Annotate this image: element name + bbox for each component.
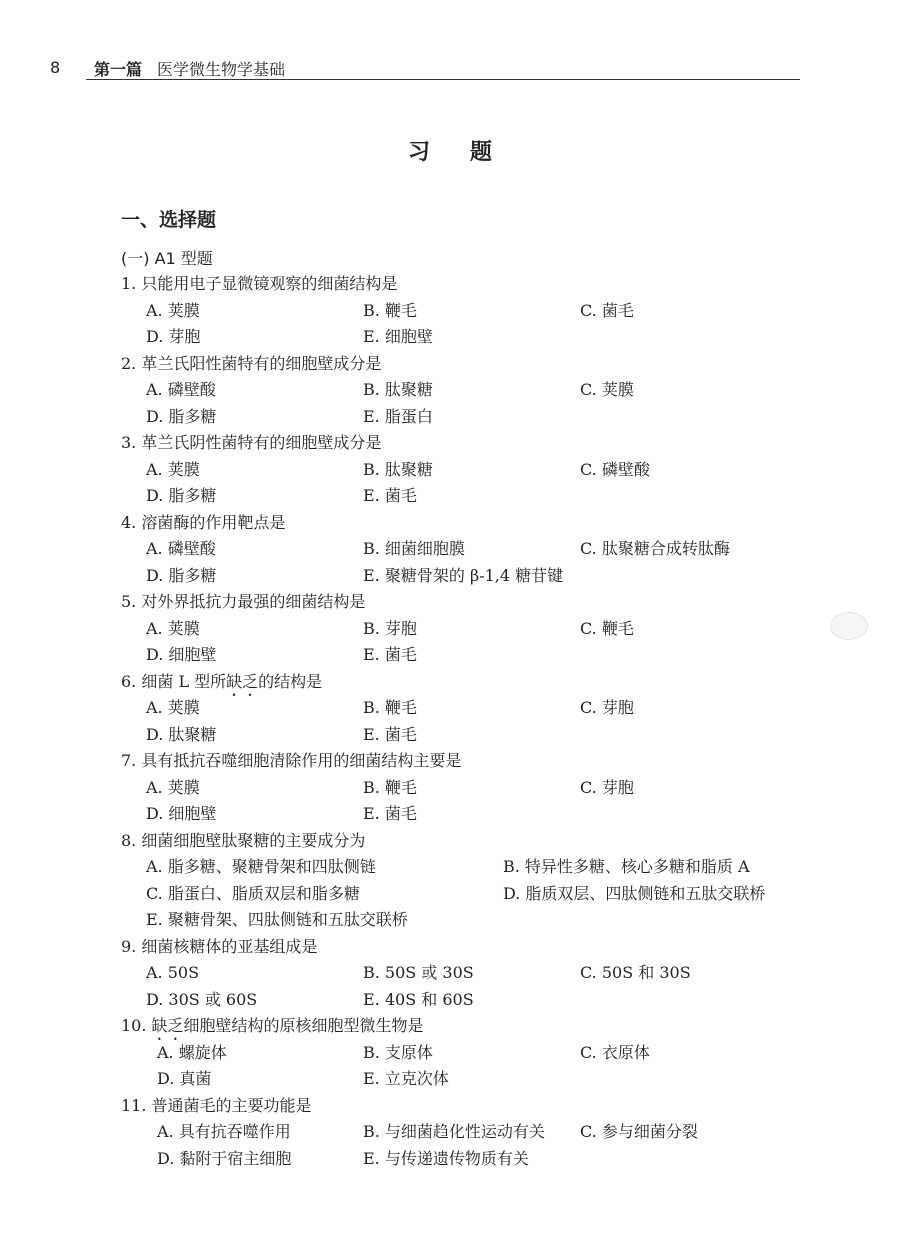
option-item: C. 鞭毛 — [580, 618, 634, 638]
subsection-heading: (一) A1 型题 — [121, 249, 213, 268]
option-item: C. 肽聚糖合成转肽酶 — [580, 539, 730, 558]
options-row — [121, 801, 821, 828]
options-row — [121, 404, 821, 431]
header-rule — [86, 79, 800, 80]
options-row — [121, 1146, 821, 1173]
question-item — [121, 589, 821, 669]
options-row — [121, 642, 821, 669]
option-item: E. 40S 和 60S — [363, 989, 474, 1009]
option-item: B. 芽胞 — [363, 618, 417, 638]
options-row — [121, 960, 821, 987]
option-item: A. 荚膜 — [146, 459, 200, 479]
option-item: E. 菌毛 — [363, 724, 417, 744]
option-item: C. 芽胞 — [580, 698, 634, 717]
option-item: A. 荚膜 — [146, 777, 200, 797]
option-item: E. 菌毛 — [363, 486, 417, 505]
question-stem: 3. 革兰氏阴性菌特有的细胞壁成分是 — [121, 433, 382, 452]
option-item: A. 荚膜 — [146, 300, 200, 320]
option-item: A. 荚膜 — [146, 618, 200, 638]
option-item: C. 参与细菌分裂 — [580, 1122, 698, 1141]
option-item: E. 聚糖骨架、四肽侧链和五肽交联桥 — [146, 910, 408, 929]
question-stem — [121, 1013, 821, 1040]
option-item: A. 磷壁酸 — [146, 380, 216, 399]
question-stem-post: 的结构是 — [258, 671, 323, 691]
option-item: A. 脂多糖、聚糖骨架和四肽侧链 — [146, 857, 376, 876]
section-heading: 一、选择题 — [121, 209, 217, 231]
options-row — [121, 1119, 821, 1146]
option-item: B. 支原体 — [363, 1042, 433, 1062]
page-title — [0, 135, 900, 166]
options-row — [121, 536, 821, 563]
options-row — [121, 881, 821, 908]
options-row — [121, 907, 821, 934]
option-item: D. 脂多糖 — [146, 406, 217, 426]
options-row — [121, 298, 821, 325]
book-title: 医学微生物学基础 — [157, 60, 286, 79]
option-item: C. 荚膜 — [580, 380, 634, 399]
options-row — [121, 1040, 821, 1067]
question-item — [121, 1093, 821, 1173]
options-row — [121, 377, 821, 404]
question-stem: 8. 细菌细胞壁肽聚糖的主要成分为 — [121, 830, 366, 850]
options-row — [121, 695, 821, 722]
question-stem: 2. 革兰氏阳性菌特有的细胞壁成分是 — [121, 353, 382, 373]
options-row — [121, 324, 821, 351]
options-row — [121, 722, 821, 749]
question-stem-pre: 10. — [121, 1016, 152, 1035]
option-item: B. 与细菌趋化性运动有关 — [363, 1122, 545, 1141]
part-label: 第一篇 — [94, 60, 143, 79]
question-item — [121, 430, 821, 510]
page-number: 8 — [50, 58, 61, 77]
option-item: C. 磷壁酸 — [580, 459, 650, 479]
question-stem-post: 细胞壁结构的原核细胞型微生物是 — [183, 1016, 424, 1035]
option-item: B. 鞭毛 — [363, 300, 417, 320]
question-item — [121, 748, 821, 828]
option-item: B. 鞭毛 — [363, 777, 417, 797]
option-item: A. 磷壁酸 — [146, 539, 216, 558]
options-row — [121, 775, 821, 802]
question-item — [121, 934, 821, 1014]
option-item: D. 肽聚糖 — [146, 724, 217, 744]
option-item: D. 黏附于宿主细胞 — [157, 1148, 292, 1168]
question-item — [121, 271, 821, 351]
question-stem: 1. 只能用电子显微镜观察的细菌结构是 — [121, 274, 398, 293]
question-stem: 11. 普通菌毛的主要功能是 — [121, 1095, 312, 1115]
question-item — [121, 510, 821, 590]
page-title-char-1: 习 — [407, 139, 430, 165]
question-stem-pre: 6. 细菌 L 型所 — [121, 671, 227, 691]
question-stem: 7. 具有抵抗吞噬细胞清除作用的细菌结构主要是 — [121, 751, 462, 770]
option-item: E. 与传递遗传物质有关 — [363, 1148, 529, 1168]
option-item: D. 芽胞 — [146, 327, 201, 346]
option-item: C. 芽胞 — [580, 777, 634, 797]
option-item: B. 鞭毛 — [363, 698, 417, 717]
options-row — [121, 483, 821, 510]
question-stem: 4. 溶菌酶的作用靶点是 — [121, 512, 286, 532]
question-stem: 5. 对外界抵抗力最强的细菌结构是 — [121, 592, 366, 611]
option-item: C. 50S 和 30S — [580, 963, 691, 982]
option-item: E. 菌毛 — [363, 645, 417, 664]
options-row — [121, 1066, 821, 1093]
question-item — [121, 828, 821, 934]
option-item: D. 细胞壁 — [146, 645, 217, 664]
option-item: D. 脂质双层、四肽侧链和五肽交联桥 — [503, 883, 766, 903]
option-item: C. 衣原体 — [580, 1042, 650, 1062]
option-item: B. 特异性多糖、核心多糖和脂质 A — [503, 857, 750, 876]
question-stem — [121, 669, 821, 696]
option-item: B. 细菌细胞膜 — [363, 539, 465, 558]
option-item: C. 菌毛 — [580, 300, 634, 320]
question-list — [121, 271, 821, 1172]
option-item: D. 脂多糖 — [146, 486, 217, 505]
options-row — [121, 457, 821, 484]
question-item — [121, 351, 821, 431]
option-item: D. 30S 或 60S — [146, 989, 258, 1009]
option-item: C. 脂蛋白、脂质双层和脂多糖 — [146, 883, 360, 903]
question-item — [121, 1013, 821, 1093]
option-item: A. 螺旋体 — [157, 1042, 227, 1062]
option-item: D. 脂多糖 — [146, 565, 217, 585]
watermark-stamp — [830, 612, 868, 640]
question-item — [121, 669, 821, 749]
option-item: D. 真菌 — [157, 1069, 212, 1088]
emphasized-text: 缺乏 — [151, 1016, 184, 1035]
option-item: E. 立克次体 — [363, 1069, 449, 1088]
option-item: A. 荚膜 — [146, 698, 200, 717]
running-header — [0, 52, 900, 82]
option-item: E. 细胞壁 — [363, 327, 433, 346]
option-item: E. 聚糖骨架的 β-1,4 糖苷键 — [363, 565, 564, 585]
option-item: B. 50S 或 30S — [363, 963, 474, 982]
option-item: B. 肽聚糖 — [363, 459, 433, 479]
emphasized-text: 缺乏 — [226, 671, 259, 691]
question-stem: 9. 细菌核糖体的亚基组成是 — [121, 936, 318, 956]
options-row — [121, 563, 821, 590]
option-item: A. 具有抗吞噬作用 — [157, 1122, 291, 1141]
option-item: D. 细胞壁 — [146, 804, 217, 823]
page-title-char-2: 题 — [470, 139, 493, 165]
options-row — [121, 987, 821, 1014]
options-row — [121, 854, 821, 881]
option-item: B. 肽聚糖 — [363, 380, 433, 399]
option-item: A. 50S — [146, 963, 200, 982]
option-item: E. 脂蛋白 — [363, 406, 433, 426]
options-row — [121, 616, 821, 643]
option-item: E. 菌毛 — [363, 804, 417, 823]
